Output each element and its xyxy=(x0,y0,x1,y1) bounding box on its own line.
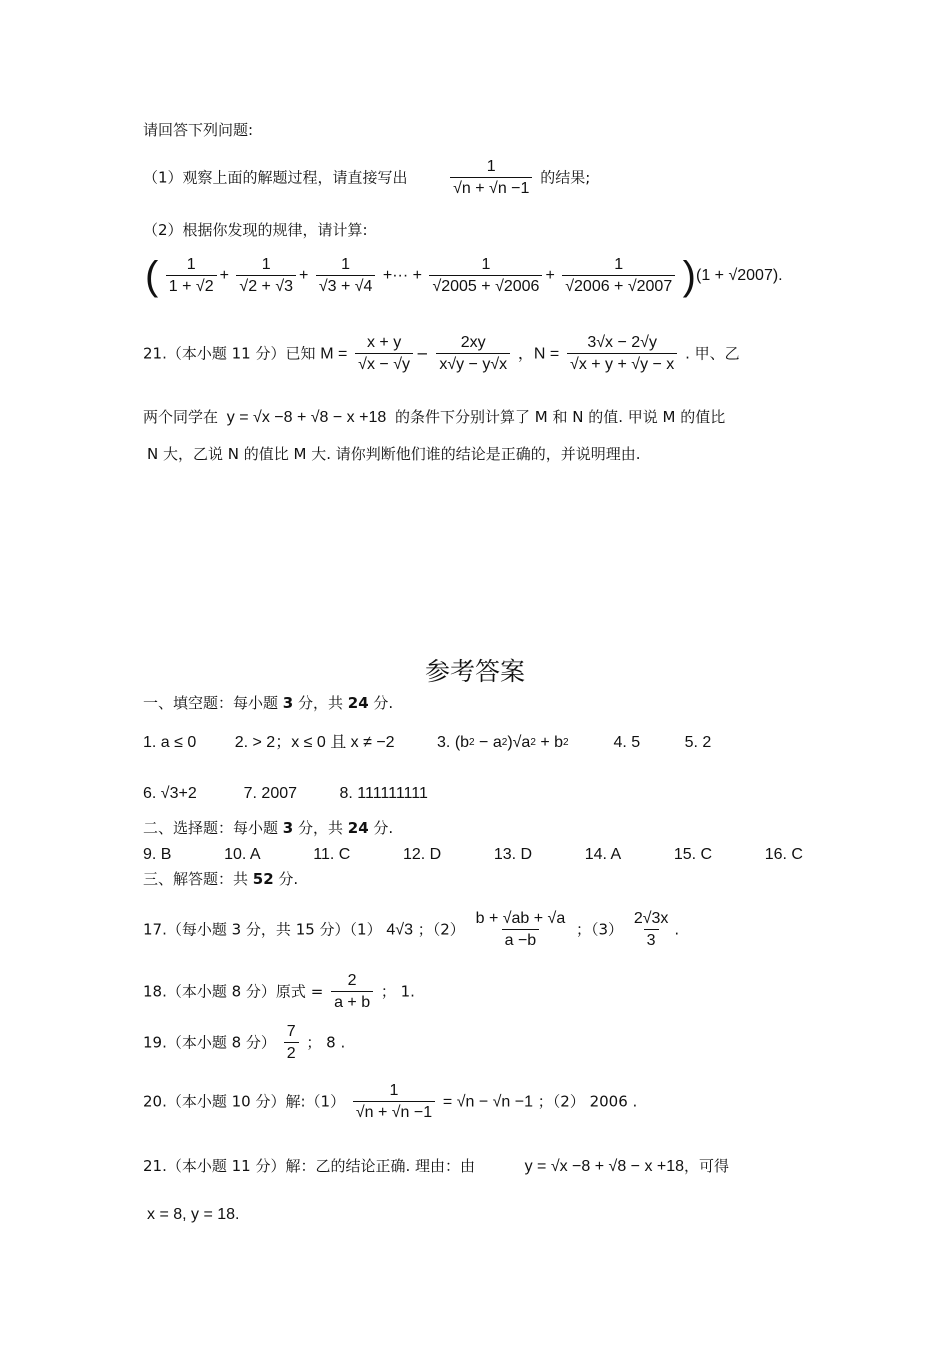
sum-expression: ( $\frac{1}{1 + √2}$ + $\frac{1}{√2 + √3}$ + $\frac{1}{√3 + √4}$ +··· + $\frac{1}{√2005 + √2006}$ + $\frac{1}{√2006 + √2007}$ )(1 + √2007). xyxy=(145,254,783,298)
q1-suffix: 的结果; xyxy=(540,168,591,187)
answer-17: 17.（每小题 3 分，共 15 分）（1） 4√3 ；（2） $\frac{b + √ab + √a}{a -b}$ ；（3） $\frac{2√3x}{3}$ . xyxy=(143,910,680,949)
fill-answers-row2: 6. √3+2 7. 2007 8. 111111111 xyxy=(143,785,428,802)
answer-21-line2: x = 8, y = 18. xyxy=(147,1206,240,1223)
question-1 xyxy=(143,158,590,198)
answer-18: 18.（本小题 8 分）原式 = $\frac{2}{a + b}$ ； 1. xyxy=(143,972,415,1011)
answer-19: 19.（本小题 8 分） $\frac{7}{2}$ ； 8 . xyxy=(143,1023,346,1062)
section-2-heading: 二、选择题：每小题 3 分，共 24 分. xyxy=(143,819,394,837)
question-21-line2: 两个同学在 y = √x −8 + √8 − x +18 的条件下分别计算了 M 和 N 的值. 甲说 M 的值比 xyxy=(143,408,726,426)
section-3-heading: 三、解答题：共 52 分. xyxy=(143,870,299,888)
fill-answers-row1: 1. a ≤ 0 2. > 2；x ≤ 0 且 x ≠ −2 3. $(b^2 - a^2)√a^2 + b^2$ 4. 5 5. 2 xyxy=(143,734,712,751)
question-21: 21.（本小题 11 分）已知 M = $\frac{x + y}{√x - √y}$ − $\frac{2xy}{x√y - y√x}$ ，N = $\frac{3√x - 2√y}{√x + y + √y - x}$ . 甲、乙 xyxy=(143,334,740,373)
question-intro: 请回答下列问题: xyxy=(143,121,254,139)
choice-answers: 9. B 10. A 11. C 12. D 13. D 14. A 15. C 16. C xyxy=(143,846,803,863)
question-2: （2）根据你发现的规律，请计算: xyxy=(143,221,368,239)
section-1-heading: 一、填空题：每小题 3 分，共 24 分. xyxy=(143,694,394,712)
answer-title: 参考答案 xyxy=(424,657,525,686)
q1-fraction: $\frac{1}{√n + √n -1}$ xyxy=(450,158,532,198)
answer-20: 20.（本小题 10 分）解:（1） $\frac{1}{√n + √n -1}$ = √n − √n −1 ；（2） 2006 . xyxy=(143,1082,638,1121)
q1-prefix: （1）观察上面的解题过程，请直接写出 xyxy=(143,168,408,187)
question-21-line3: N 大，乙说 N 的值比 M 大. 请你判断他们谁的结论是正确的，并说明理由. xyxy=(147,445,641,463)
answer-21: 21.（本小题 11 分）解：乙的结论正确. 理由：由 y = √x −8 + √8 − x +18，可得 xyxy=(143,1157,730,1175)
